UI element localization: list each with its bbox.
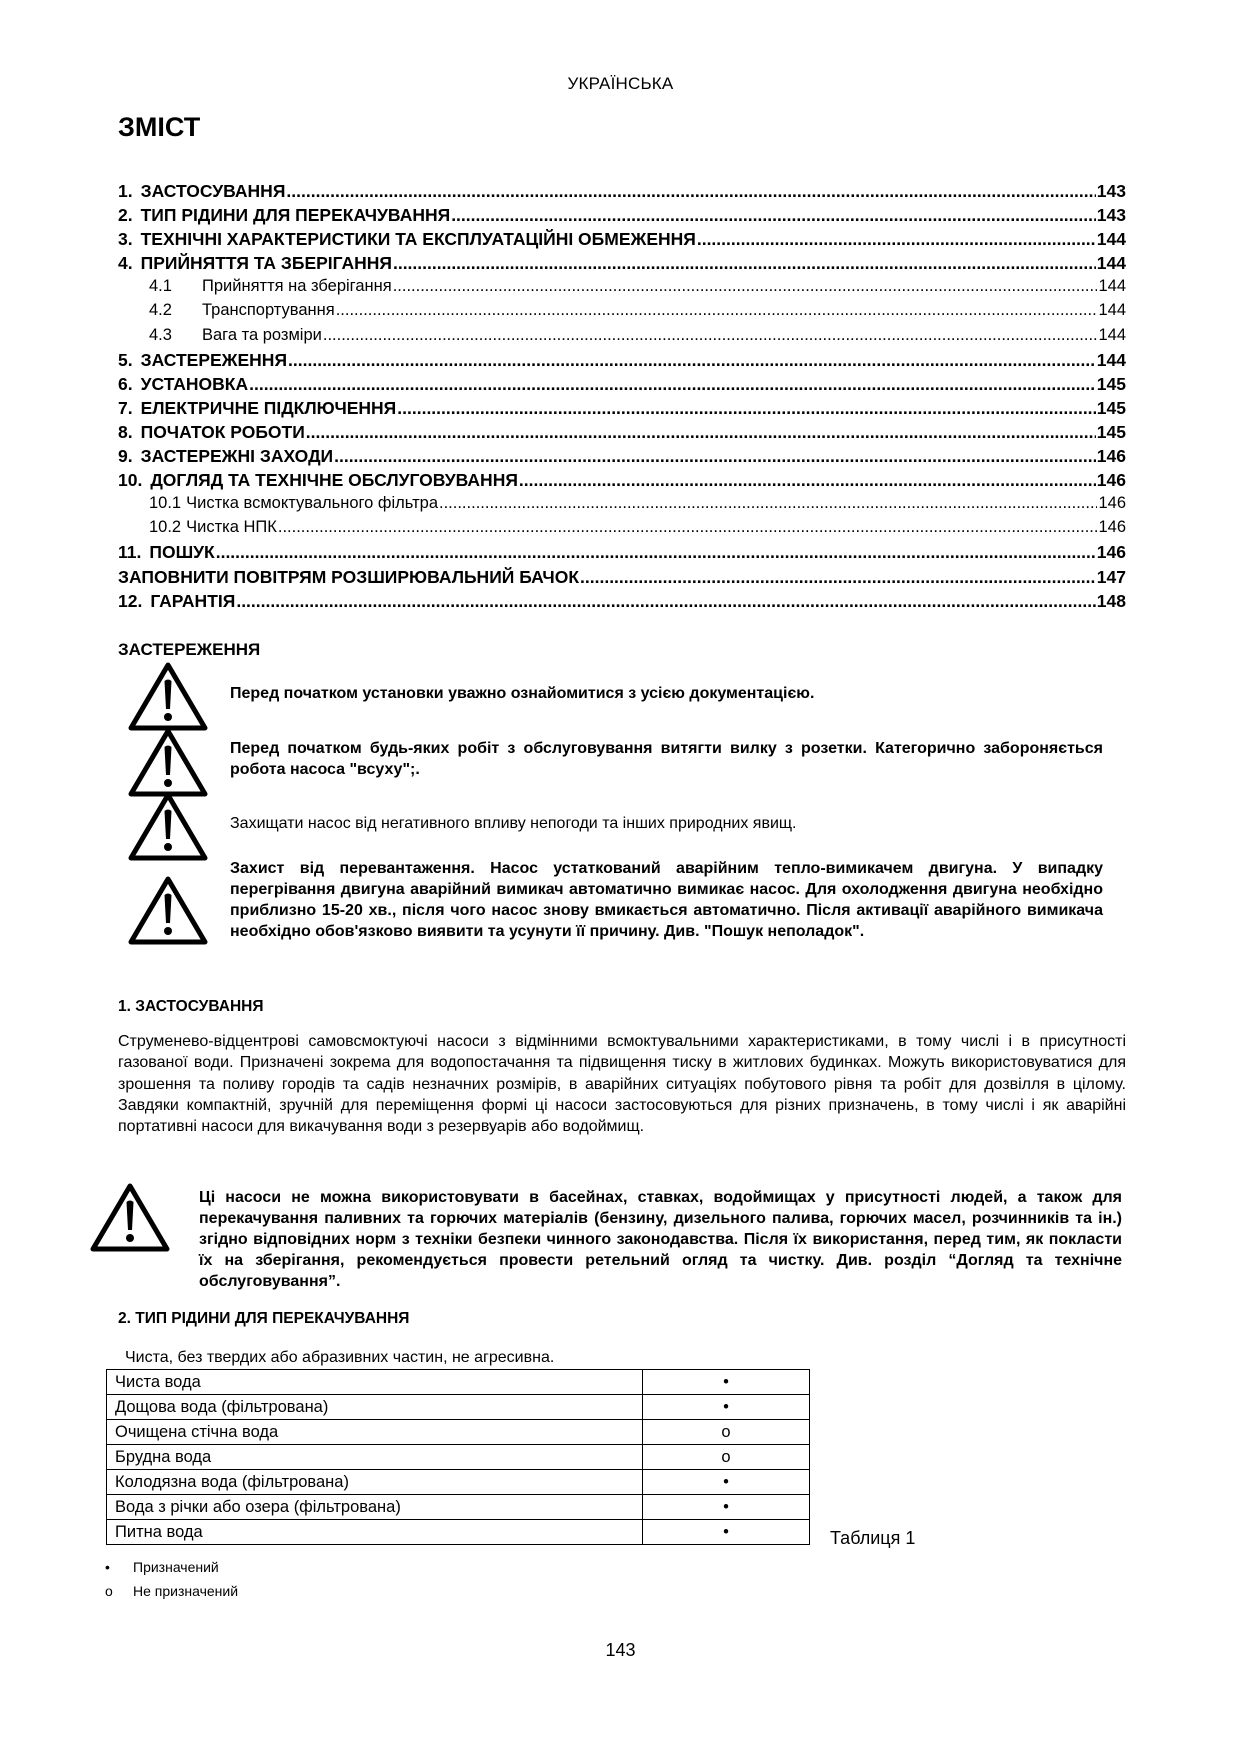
toc-page: 144 [1098,325,1126,344]
legend-label: Призначений [133,1559,219,1575]
legend-item [105,1559,219,1575]
table-row [107,1395,810,1420]
warning-text: Перед початком установки уважно ознайомитися з усією документацією. [230,685,815,702]
toc-page: 144 [1098,277,1126,296]
toc-subentry[interactable]: 10.1 Чистка всмоктувального фільтра ..... 146 [118,494,1126,518]
toc-label: ЕЛЕКТРИЧНЕ ПІДКЛЮЧЕННЯ [140,397,397,418]
toc-label: ДОГЛЯД ТА ТЕХНІЧНЕ ОБСЛУГОВУВАННЯ [150,470,518,491]
toc-label: ГАРАНТІЯ [150,590,236,611]
suitability-mark: • [643,1395,810,1420]
toc-label: ЗАСТОСУВАННЯ [140,181,286,201]
document-language: УКРАЇНСЬКА [567,74,674,93]
section-intro: Чиста, без твердих або абразивних частин, не агресивна. [125,1349,555,1366]
toc-label: ЗАПОВНИТИ ПОВІТРЯМ РОЗШИРЮВАЛЬНИЙ БАЧОК [118,566,580,587]
warnings-heading: ЗАСТЕРЕЖЕННЯ [118,640,261,659]
toc-subentry[interactable]: 4.1 Прийняття на зберігання ..... 144 [118,277,1126,301]
warning-icon [128,662,208,732]
toc-label: Чистка НПК [186,518,277,537]
section-heading: 1. ЗАСТОСУВАННЯ [118,998,264,1015]
warning-text: Перед початком будь-яких робіт з обслуговування витягти вилку з розетки. Категорично забороняється робота насоса "всуху";. [230,740,1103,778]
toc-page: 144 [1098,301,1126,320]
fluid-name: Питна вода [107,1520,643,1545]
toc-entry[interactable]: 2. ТИП РІДИНИ ДЛЯ ПЕРЕКАЧУВАННЯ ..... 143 [118,205,1126,229]
section-body: Струменево-відцентрові самовсмоктуючі насоси з відмінними всмоктувальними характеристиками, в тому числі і в присутності газованої води. Призначені зокрема для водопостачання та підвищення тиску в житлових будинках. Можуть використовуватися для зрошення та поливу городів та садів незначних розмірів, в аварійних ситуаціях побутового рівня та робіт для дозвілля в цілому. Завдяки компактній, зручній для переміщення формі ці насоси застосовуються для різних призначень, в тому числі і як аварійні портативні насоси для викачування води з резервуарів або водоймищ. [118,1033,1126,1136]
toc-entry[interactable]: 8. ПОЧАТОК РОБОТИ ..... 145 [118,422,1126,446]
legend-item [105,1583,238,1599]
warning-text: Ці насоси не можна використовувати в басейнах, ставках, водоймищах у присутності людей, а також для перекачування паливних та горючих матеріалів (бензину, дизельного палива, горючих масел, розчинників та ін.) згідно відповідних норм з техніки безпеки чинного законодавства. Після їх використання, перед тим, як покласти їх на зберігання, рекомендується провести ретельний огляд та чистку. Див. розділ “Догляд та технічне обслуговування”. [199,1189,1122,1290]
toc-subentry[interactable]: 4.2 Транспортування ..... 144 [118,301,1126,325]
suitability-mark: o [643,1420,810,1445]
toc-entry[interactable]: 4. ПРИЙНЯТТЯ ТА ЗБЕРІГАННЯ ..... 144 [118,253,1126,277]
toc-label: ПОЧАТОК РОБОТИ [140,421,305,442]
toc-label: Транспортування [202,301,335,320]
fluid-table [106,1369,810,1545]
section-heading: 2. ТИП РІДИНИ ДЛЯ ПЕРЕКАЧУВАННЯ [118,1310,410,1327]
toc-label: УСТАНОВКА [140,373,249,394]
toc-entry[interactable]: 9. ЗАСТЕРЕЖНІ ЗАХОДИ ..... 146 [118,446,1126,470]
toc-page: 143 [1096,205,1126,226]
page-number: 143 [605,1640,636,1660]
table-caption: Таблиця 1 [830,1528,916,1548]
table-row [107,1370,810,1395]
toc-entry[interactable]: 7. ЕЛЕКТРИЧНЕ ПІДКЛЮЧЕННЯ ..... 145 [118,398,1126,422]
toc-page: 143 [1096,181,1126,201]
toc-entry[interactable]: 10. ДОГЛЯД ТА ТЕХНІЧНЕ ОБСЛУГОВУВАННЯ ..... 146 [118,470,1126,494]
fluid-name: Колодязна вода (фільтрована) [107,1470,643,1495]
toc-subentry[interactable]: 4.3 Вага та розміри ..... 144 [118,326,1126,350]
table-row [107,1445,810,1470]
suitability-mark: • [643,1520,810,1545]
toc-page: 146 [1096,542,1126,563]
toc-label: Прийняття на зберігання [202,277,392,296]
fluid-name: Вода з річки або озера (фільтрована) [107,1495,643,1520]
table-row [107,1420,810,1445]
toc-label: ЗАСТЕРЕЖНІ ЗАХОДИ [140,446,334,467]
toc-page: 146 [1096,446,1126,467]
toc-page: 144 [1096,229,1126,250]
warning-text: Захищати насос від негативного впливу непогоди та інших природних явищ. [230,815,797,832]
fluid-name: Дощова вода (фільтрована) [107,1395,643,1420]
suitability-mark: • [643,1370,810,1395]
toc-page: 147 [1096,566,1126,587]
suitability-mark: • [643,1470,810,1495]
toc-page: 146 [1096,470,1126,491]
toc-label: ЗАСТЕРЕЖЕННЯ [140,349,288,370]
page-title: ЗМІСТ [118,112,201,142]
fluid-name: Очищена стічна вода [107,1420,643,1445]
suitability-mark: o [643,1445,810,1470]
fluid-name: Брудна вода [107,1445,643,1470]
toc-entry[interactable]: 6. УСТАНОВКА ..... 145 [118,374,1126,398]
toc-entry[interactable]: 5. ЗАСТЕРЕЖЕННЯ ..... 144 [118,350,1126,374]
table-row [107,1520,810,1545]
legend-symbol: o [105,1583,113,1599]
toc-label: ТИП РІДИНИ ДЛЯ ПЕРЕКАЧУВАННЯ [140,205,451,226]
toc-entry[interactable]: 3. ТЕХНІЧНІ ХАРАКТЕРИСТИКИ ТА ЕКСПЛУАТАЦІЙНІ ОБМЕЖЕННЯ ..... 144 [118,229,1126,253]
toc-page: 146 [1098,518,1126,537]
warning-icon [128,728,208,798]
toc-page: 146 [1098,494,1126,513]
toc-page: 148 [1096,590,1126,611]
toc-page: 144 [1096,253,1126,274]
warning-icon [128,792,208,862]
toc-entry[interactable]: 11. ПОШУК ..... 146 [118,542,1126,566]
toc-label: ПРИЙНЯТТЯ ТА ЗБЕРІГАННЯ [140,253,392,274]
toc-label: ПОШУК [149,542,215,563]
toc-page: 145 [1096,373,1126,394]
toc-page: 144 [1096,349,1126,370]
toc-label: Вага та розміри [202,325,322,344]
toc-entry[interactable]: 1. ЗАСТОСУВАННЯ ..... 143 [118,181,1126,205]
warning-icon [90,1183,170,1253]
suitability-mark: • [643,1495,810,1520]
warning-text: Захист від перевантаження. Насос устаткований аварійним тепло-вимикачем двигуна. У випадку перегрівання двигуна аварійний вимикач автоматично вимикає насос. Для охолодження двигуна необхідно приблизно 15-20 хв., після чого насос знову вмикається автоматично. Після активації аварійного вимикача необхідно обов'язково виявити та усунути її причину. Див. "Пошук неполадок". [230,860,1103,940]
table-row [107,1470,810,1495]
table-row [107,1495,810,1520]
toc-entry[interactable]: 12. ГАРАНТІЯ ..... 148 [118,591,1126,615]
toc-label: Чистка всмоктувального фільтра [186,494,439,513]
toc-label: ТЕХНІЧНІ ХАРАКТЕРИСТИКИ ТА ЕКСПЛУАТАЦІЙНІ ОБМЕЖЕННЯ [140,229,696,250]
toc-page: 145 [1096,421,1126,442]
legend-symbol: • [105,1559,110,1575]
fluid-name: Чиста вода [107,1370,643,1395]
warning-icon [128,876,208,946]
toc-entry[interactable] [118,567,1126,591]
legend-label: Не призначений [133,1583,239,1599]
table-of-contents [118,181,1126,615]
toc-subentry[interactable]: 10.2 Чистка НПК ..... 146 [118,518,1126,542]
toc-page: 145 [1096,397,1126,418]
